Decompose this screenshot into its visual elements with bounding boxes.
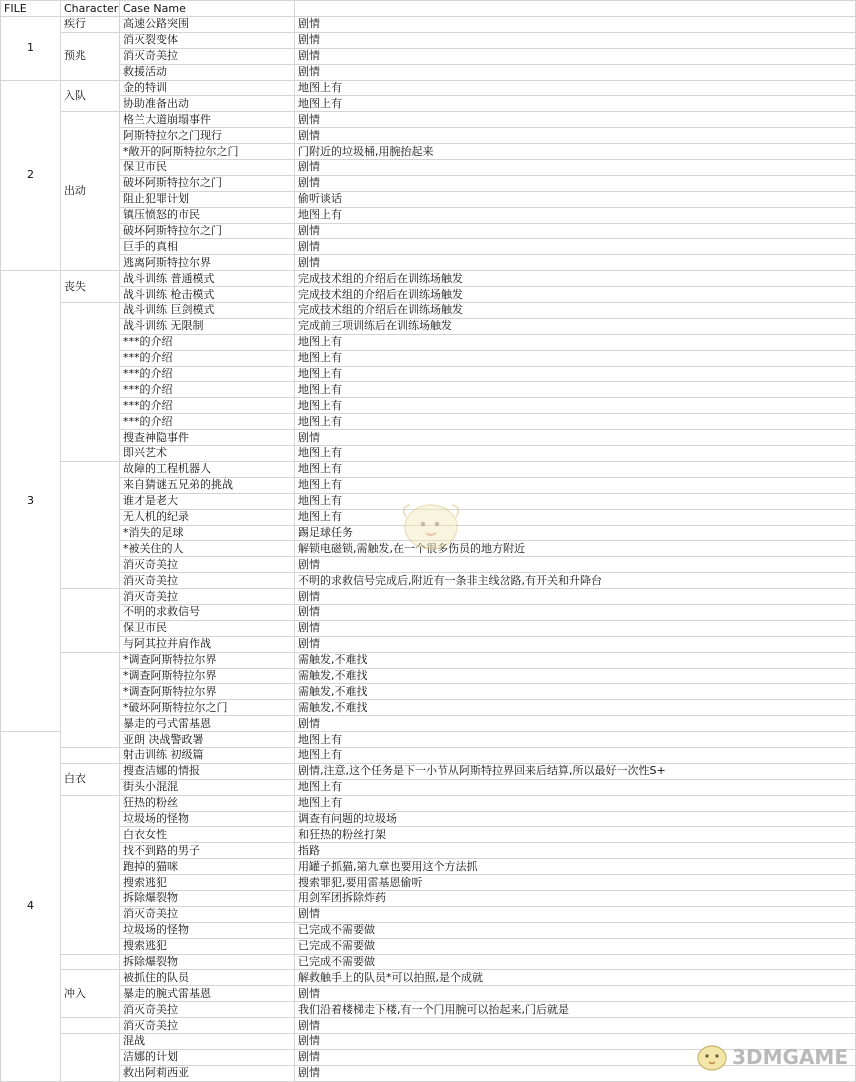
case-name-cell[interactable]: 拆除爆裂物 (120, 954, 295, 970)
notes-cell[interactable]: 需触发,不难找 (295, 700, 856, 716)
character-cell[interactable]: 入队 (61, 80, 120, 112)
case-name-cell[interactable]: 来自猜谜五兄弟的挑战 (120, 477, 295, 493)
notes-cell[interactable]: 门附近的垃圾桶,用腕抬起来 (295, 144, 856, 160)
table-row (1, 668, 856, 684)
notes-cell[interactable]: 不明的求救信号完成后,附近有一条非主线岔路,有开关和升降台 (295, 573, 856, 589)
notes-cell[interactable]: 我们沿着楼梯走下楼,有一个门用腕可以抬起来,门后就是 (295, 1002, 856, 1018)
notes-cell[interactable]: 踢足球任务 (295, 525, 856, 541)
table-row (1, 1018, 856, 1034)
notes-cell[interactable]: 需触发,不难找 (295, 668, 856, 684)
table-row (1, 128, 856, 144)
table-row (1, 509, 856, 525)
character-cell[interactable]: 预兆 (61, 32, 120, 80)
notes-cell[interactable]: 完成技术组的介绍后在训练场触发 (295, 303, 856, 319)
table-row (1, 716, 856, 732)
case-name-cell[interactable]: 垃圾场的怪物 (120, 811, 295, 827)
table-row (1, 954, 856, 970)
character-cell[interactable] (61, 652, 120, 747)
table-row (1, 382, 856, 398)
table-row (1, 573, 856, 589)
notes-cell[interactable]: 剧情 (295, 986, 856, 1002)
case-name-cell[interactable]: 战斗训练 巨剑模式 (120, 303, 295, 319)
table-row (1, 64, 856, 80)
case-name-cell[interactable]: 高速公路突围 (120, 17, 295, 33)
header-row (1, 1, 856, 17)
table-row (1, 191, 856, 207)
notes-cell[interactable]: 已完成不需要做 (295, 922, 856, 938)
table-row (1, 175, 856, 191)
case-name-cell[interactable]: 消灭奇美拉 (120, 906, 295, 922)
notes-cell[interactable]: 剧情 (295, 1065, 856, 1081)
table-row (1, 652, 856, 668)
file-cell[interactable]: 4 (1, 732, 61, 1082)
notes-cell[interactable]: 剧情 (295, 160, 856, 176)
header-character[interactable]: Character (61, 1, 120, 17)
notes-cell[interactable]: 剧情 (295, 716, 856, 732)
notes-cell[interactable]: 剧情 (295, 589, 856, 605)
case-name-cell[interactable]: 战斗训练 普通模式 (120, 271, 295, 287)
case-name-cell[interactable]: 消灭奇美拉 (120, 1018, 295, 1034)
notes-cell[interactable]: 地图上有 (295, 398, 856, 414)
notes-cell[interactable]: 和狂热的粉丝打架 (295, 827, 856, 843)
character-cell[interactable]: 出动 (61, 112, 120, 271)
table-row (1, 906, 856, 922)
case-name-cell[interactable]: 射击训练 初级篇 (120, 747, 295, 763)
notes-cell[interactable]: 地图上有 (295, 477, 856, 493)
notes-cell[interactable]: 调查有问题的垃圾场 (295, 811, 856, 827)
table-row (1, 160, 856, 176)
table-row (1, 96, 856, 112)
case-name-cell[interactable]: 战斗训练 枪击模式 (120, 287, 295, 303)
notes-cell[interactable]: 剧情 (295, 239, 856, 255)
table-row (1, 477, 856, 493)
table-row (1, 827, 856, 843)
header-notes[interactable] (295, 1, 856, 17)
case-name-cell[interactable]: 狂热的粉丝 (120, 795, 295, 811)
notes-cell[interactable]: 解锁电磁锁,需触发,在一个很多伤员的地方附近 (295, 541, 856, 557)
notes-cell[interactable]: 剧情 (295, 430, 856, 446)
notes-cell[interactable]: 地图上有 (295, 446, 856, 462)
case-name-cell[interactable]: 拆除爆裂物 (120, 890, 295, 906)
notes-cell[interactable]: 剧情 (295, 906, 856, 922)
table-row (1, 80, 856, 96)
table-row (1, 922, 856, 938)
case-name-cell[interactable]: ***的介绍 (120, 350, 295, 366)
case-name-cell[interactable]: 搜索逃犯 (120, 938, 295, 954)
character-cell[interactable] (61, 795, 120, 954)
table-row (1, 890, 856, 906)
notes-cell[interactable]: 地图上有 (295, 732, 856, 748)
case-name-cell[interactable]: 逃离阿斯特拉尔界 (120, 255, 295, 271)
table-row (1, 318, 856, 334)
case-name-cell[interactable]: 被抓住的队员 (120, 970, 295, 986)
case-name-cell[interactable]: 亚朗 决战警政署 (120, 732, 295, 748)
case-name-cell[interactable]: 阿斯特拉尔之门现行 (120, 128, 295, 144)
notes-cell[interactable]: 剧情,注意,这个任务是下一小节从阿斯特拉界回来后结算,所以最好一次性S+ (295, 763, 856, 779)
notes-cell[interactable]: 地图上有 (295, 382, 856, 398)
notes-cell[interactable]: 地图上有 (295, 96, 856, 112)
case-name-cell[interactable]: *敞开的阿斯特拉尔之门 (120, 144, 295, 160)
table-row (1, 32, 856, 48)
notes-cell[interactable]: 完成前三项训练后在训练场触发 (295, 318, 856, 334)
case-name-cell[interactable]: ***的介绍 (120, 366, 295, 382)
case-name-cell[interactable]: 消灭奇美拉 (120, 557, 295, 573)
notes-cell[interactable]: 需触发,不难找 (295, 684, 856, 700)
notes-cell[interactable]: 用剑军团拆除炸药 (295, 890, 856, 906)
case-name-cell[interactable]: 无人机的纪录 (120, 509, 295, 525)
notes-cell[interactable]: 地图上有 (295, 747, 856, 763)
notes-cell[interactable]: 地图上有 (295, 350, 856, 366)
file-cell[interactable]: 1 (1, 17, 61, 81)
notes-cell[interactable]: 地图上有 (295, 509, 856, 525)
table-row (1, 255, 856, 271)
case-name-cell[interactable]: 跑掉的猫咪 (120, 859, 295, 875)
notes-cell[interactable]: 偷听谈话 (295, 191, 856, 207)
notes-cell[interactable]: 完成技术组的介绍后在训练场触发 (295, 271, 856, 287)
notes-cell[interactable]: 剧情 (295, 604, 856, 620)
table-row (1, 684, 856, 700)
case-name-cell[interactable]: 破坏阿斯特拉尔之门 (120, 223, 295, 239)
character-cell[interactable] (61, 1034, 120, 1082)
character-cell[interactable]: 丧失 (61, 271, 120, 303)
character-cell[interactable]: 白衣 (61, 763, 120, 795)
table-row (1, 430, 856, 446)
case-name-cell[interactable]: ***的介绍 (120, 382, 295, 398)
character-cell[interactable] (61, 954, 120, 970)
case-name-cell[interactable]: 即兴艺术 (120, 446, 295, 462)
table-row (1, 620, 856, 636)
case-name-cell[interactable]: 消灭奇美拉 (120, 48, 295, 64)
case-name-cell[interactable]: *破坏阿斯特拉尔之门 (120, 700, 295, 716)
table-row (1, 859, 856, 875)
table-row (1, 350, 856, 366)
character-cell[interactable] (61, 461, 120, 588)
case-name-cell[interactable]: ***的介绍 (120, 398, 295, 414)
file-cell[interactable]: 3 (1, 271, 61, 732)
notes-cell[interactable]: 地图上有 (295, 207, 856, 223)
file-cell[interactable]: 2 (1, 80, 61, 271)
notes-cell[interactable]: 用罐子抓猫,第九章也要用这个方法抓 (295, 859, 856, 875)
case-name-cell[interactable]: *调查阿斯特拉尔界 (120, 652, 295, 668)
case-name-cell[interactable]: 消灭奇美拉 (120, 1002, 295, 1018)
table-row (1, 287, 856, 303)
notes-cell[interactable]: 地图上有 (295, 334, 856, 350)
case-name-cell[interactable]: 消灭奇美拉 (120, 589, 295, 605)
case-name-cell[interactable]: 消灭裂变体 (120, 32, 295, 48)
table-row (1, 414, 856, 430)
table-row (1, 604, 856, 620)
table-row (1, 144, 856, 160)
table-row (1, 795, 856, 811)
notes-cell[interactable]: 需触发,不难找 (295, 652, 856, 668)
table-row (1, 1002, 856, 1018)
table-row (1, 763, 856, 779)
table-row (1, 239, 856, 255)
notes-cell[interactable]: 剧情 (295, 557, 856, 573)
case-name-cell[interactable]: *调查阿斯特拉尔界 (120, 684, 295, 700)
case-name-cell[interactable]: 金的特训 (120, 80, 295, 96)
case-name-cell[interactable]: 街头小混混 (120, 779, 295, 795)
notes-cell[interactable]: 剧情 (295, 175, 856, 191)
case-name-cell[interactable]: 白衣女性 (120, 827, 295, 843)
character-cell[interactable] (61, 747, 120, 763)
case-name-cell[interactable]: 搜查神隐事件 (120, 430, 295, 446)
character-cell[interactable]: 冲入 (61, 970, 120, 1018)
notes-cell[interactable]: 地图上有 (295, 366, 856, 382)
table-row (1, 986, 856, 1002)
case-name-cell[interactable]: 与阿其拉并肩作战 (120, 636, 295, 652)
table-row (1, 1049, 856, 1065)
notes-cell[interactable]: 解救触手上的队员*可以拍照,是个成就 (295, 970, 856, 986)
notes-cell[interactable]: 地图上有 (295, 80, 856, 96)
table-row (1, 938, 856, 954)
notes-cell[interactable]: 搜索罪犯,要用雷基恩偷听 (295, 875, 856, 891)
brand-logo-text: 3DMGAME (732, 1045, 848, 1069)
table-row (1, 223, 856, 239)
notes-cell[interactable]: 剧情 (295, 48, 856, 64)
case-name-cell[interactable]: 故障的工程机器人 (120, 461, 295, 477)
notes-cell[interactable]: 剧情 (295, 1018, 856, 1034)
table-row (1, 700, 856, 716)
case-name-cell[interactable]: 保卫市民 (120, 160, 295, 176)
header-file[interactable]: FILE (1, 1, 61, 17)
table-row (1, 112, 856, 128)
case-name-cell[interactable]: 消灭奇美拉 (120, 573, 295, 589)
table-row (1, 446, 856, 462)
table-row (1, 17, 856, 33)
notes-cell[interactable]: 指路 (295, 843, 856, 859)
case-name-cell[interactable]: 搜索逃犯 (120, 875, 295, 891)
table-row (1, 398, 856, 414)
notes-cell[interactable]: 已完成不需要做 (295, 954, 856, 970)
case-name-cell[interactable]: 垃圾场的怪物 (120, 922, 295, 938)
table-body (1, 1, 856, 1082)
character-cell[interactable]: 疾行 (61, 17, 120, 33)
table-row (1, 334, 856, 350)
table-row (1, 271, 856, 287)
notes-cell[interactable]: 剧情 (295, 1034, 856, 1050)
case-name-cell[interactable]: 格兰大道崩塌事件 (120, 112, 295, 128)
table-row (1, 207, 856, 223)
table-row (1, 636, 856, 652)
notes-cell[interactable]: 地图上有 (295, 779, 856, 795)
notes-cell[interactable]: 剧情 (295, 32, 856, 48)
notes-cell[interactable]: 剧情 (295, 620, 856, 636)
case-name-cell[interactable]: 救出阿莉西亚 (120, 1065, 295, 1081)
table-row (1, 875, 856, 891)
case-name-cell[interactable]: *被关住的人 (120, 541, 295, 557)
case-name-cell[interactable]: 协助准备出动 (120, 96, 295, 112)
case-name-cell[interactable]: 洁娜的计划 (120, 1049, 295, 1065)
case-name-cell[interactable]: 镇压愤怒的市民 (120, 207, 295, 223)
case-name-cell[interactable]: 阻止犯罪计划 (120, 191, 295, 207)
notes-cell[interactable]: 地图上有 (295, 795, 856, 811)
notes-cell[interactable]: 剧情 (295, 1049, 856, 1065)
notes-cell[interactable]: 地图上有 (295, 414, 856, 430)
table-row (1, 366, 856, 382)
table-row (1, 493, 856, 509)
character-cell[interactable] (61, 303, 120, 462)
case-name-cell[interactable]: ***的介绍 (120, 414, 295, 430)
table-row (1, 48, 856, 64)
table-row (1, 461, 856, 477)
case-name-cell[interactable]: 找不到路的男子 (120, 843, 295, 859)
table-row (1, 747, 856, 763)
notes-cell[interactable]: 剧情 (295, 64, 856, 80)
table-row (1, 970, 856, 986)
table-row (1, 525, 856, 541)
table-row (1, 557, 856, 573)
case-name-cell[interactable]: 不明的求救信号 (120, 604, 295, 620)
case-name-cell[interactable]: 暴走的弓式雷基恩 (120, 716, 295, 732)
table-row (1, 811, 856, 827)
character-cell[interactable] (61, 589, 120, 653)
notes-cell[interactable]: 地图上有 (295, 461, 856, 477)
notes-cell[interactable]: 剧情 (295, 128, 856, 144)
case-name-cell[interactable]: 救援活动 (120, 64, 295, 80)
case-name-cell[interactable]: 保卫市民 (120, 620, 295, 636)
header-case-name[interactable]: Case Name (120, 1, 295, 17)
case-name-cell[interactable]: *调查阿斯特拉尔界 (120, 668, 295, 684)
case-name-cell[interactable]: 巨手的真相 (120, 239, 295, 255)
notes-cell[interactable]: 完成技术组的介绍后在训练场触发 (295, 287, 856, 303)
case-name-cell[interactable]: 破坏阿斯特拉尔之门 (120, 175, 295, 191)
case-name-cell[interactable]: 战斗训练 无限制 (120, 318, 295, 334)
notes-cell[interactable]: 剧情 (295, 17, 856, 33)
table-row (1, 1065, 856, 1081)
case-name-cell[interactable]: 搜查洁娜的情报 (120, 763, 295, 779)
table-row (1, 589, 856, 605)
notes-cell[interactable]: 剧情 (295, 255, 856, 271)
table-row (1, 303, 856, 319)
case-name-cell[interactable]: *消失的足球 (120, 525, 295, 541)
case-name-cell[interactable]: 暴走的腕式雷基恩 (120, 986, 295, 1002)
table-row (1, 732, 856, 748)
case-name-cell[interactable]: 混战 (120, 1034, 295, 1050)
case-name-cell[interactable]: ***的介绍 (120, 334, 295, 350)
table-row (1, 541, 856, 557)
notes-cell[interactable]: 地图上有 (295, 493, 856, 509)
notes-cell[interactable]: 剧情 (295, 112, 856, 128)
character-cell[interactable] (61, 1018, 120, 1034)
table-row (1, 779, 856, 795)
case-name-cell[interactable]: 谁才是老大 (120, 493, 295, 509)
table-row (1, 1034, 856, 1050)
notes-cell[interactable]: 已完成不需要做 (295, 938, 856, 954)
notes-cell[interactable]: 剧情 (295, 636, 856, 652)
table-row (1, 843, 856, 859)
notes-cell[interactable]: 剧情 (295, 223, 856, 239)
